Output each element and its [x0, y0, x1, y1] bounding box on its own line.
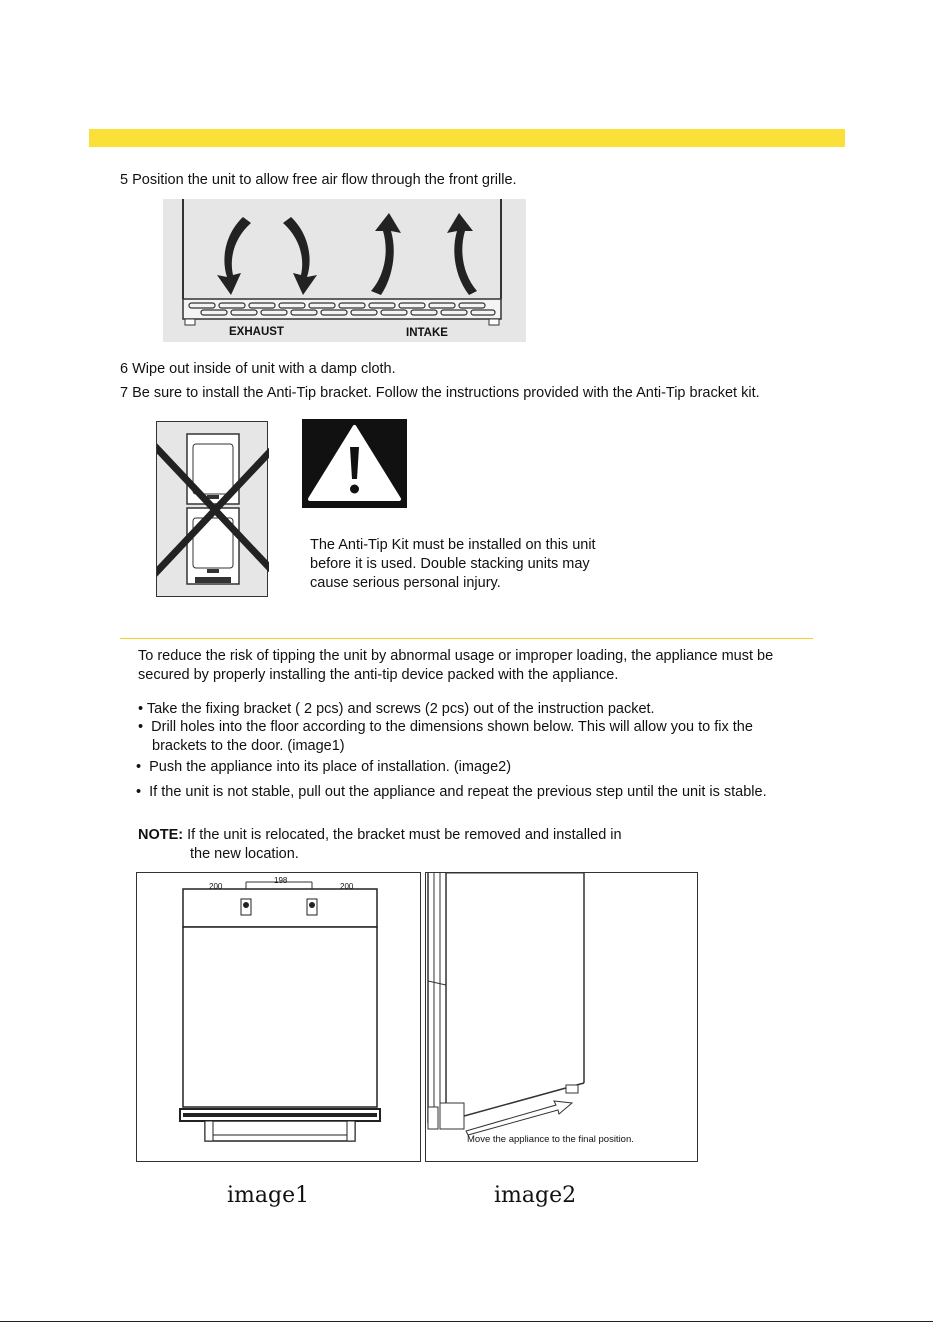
bullet-3-text: Push the appliance into its place of installation. (image2) [149, 759, 512, 775]
note-line-1 [138, 826, 622, 845]
warning-triangle-icon [302, 419, 407, 508]
double-stacking-prohibited-figure [156, 421, 268, 597]
step-7-text: 7 Be sure to install the Anti-Tip bracket. Follow the instructions provided with the Anti-Tip bracket kit. [120, 385, 760, 401]
bullet-3: • Push the appliance into its place of installation. (image2) [136, 759, 512, 775]
airflow-figure [163, 199, 526, 342]
dim-left-label: 200 [209, 882, 223, 891]
airflow-diagram [163, 199, 526, 342]
bullet-2-text: Drill holes into the floor according to the dimensions shown below. This will allow you to fix the [151, 719, 753, 735]
section-divider [120, 638, 813, 639]
crossed-stack-icon [157, 422, 269, 598]
image1-figure [136, 872, 421, 1162]
bullet-4: • If the unit is not stable, pull out the appliance and repeat the previous step until the unit is stable. [136, 784, 767, 800]
bullet-4-text: If the unit is not stable, pull out the appliance and repeat the previous step until the unit is stable. [149, 784, 767, 800]
dim-middle-label: 198 [274, 876, 288, 885]
warning-line-2: before it is used. Double stacking units may [310, 556, 590, 572]
dim-right-label: 200 [340, 882, 354, 891]
image1-caption: image1 [227, 1183, 310, 1208]
intake-label: INTAKE [406, 327, 448, 339]
image2-figure [425, 872, 698, 1162]
step-5-text: 5 Position the unit to allow free air flow through the front grille. [120, 172, 517, 188]
bullet-2: • Drill holes into the floor according to the dimensions shown below. This will allow you to fix the [138, 719, 753, 735]
note-line-2: the new location. [190, 846, 299, 862]
exhaust-label: EXHAUST [229, 326, 284, 338]
bullet-1-text: Take the fixing bracket ( 2 pcs) and screws (2 pcs) out of the instruction packet. [146, 701, 655, 717]
move-instruction-label: Move the appliance to the final position. [467, 1134, 634, 1145]
section-header-bar [89, 129, 845, 147]
image2-push-diagram [426, 873, 697, 1161]
image1-drill-diagram [137, 873, 420, 1161]
page-bottom-rule [0, 1321, 933, 1322]
bullet-2-continuation: brackets to the door. (image1) [152, 738, 345, 754]
intro-line-1: To reduce the risk of tipping the unit by abnormal usage or improper loading, the appliance must be [138, 648, 774, 664]
image2-caption: image2 [494, 1183, 577, 1208]
intro-line-2: secured by properly installing the anti-tip device packed with the appliance. [138, 667, 619, 683]
warning-line-3: cause serious personal injury. [310, 575, 501, 591]
step-6-text: 6 Wipe out inside of unit with a damp cloth. [120, 361, 396, 377]
note-label: NOTE: [138, 827, 184, 843]
warning-line-1: The Anti-Tip Kit must be installed on this unit [310, 537, 596, 553]
note-text: If the unit is relocated, the bracket must be removed and installed in [187, 827, 622, 843]
bullet-1: • Take the fixing bracket ( 2 pcs) and screws (2 pcs) out of the instruction packet. [138, 701, 655, 717]
